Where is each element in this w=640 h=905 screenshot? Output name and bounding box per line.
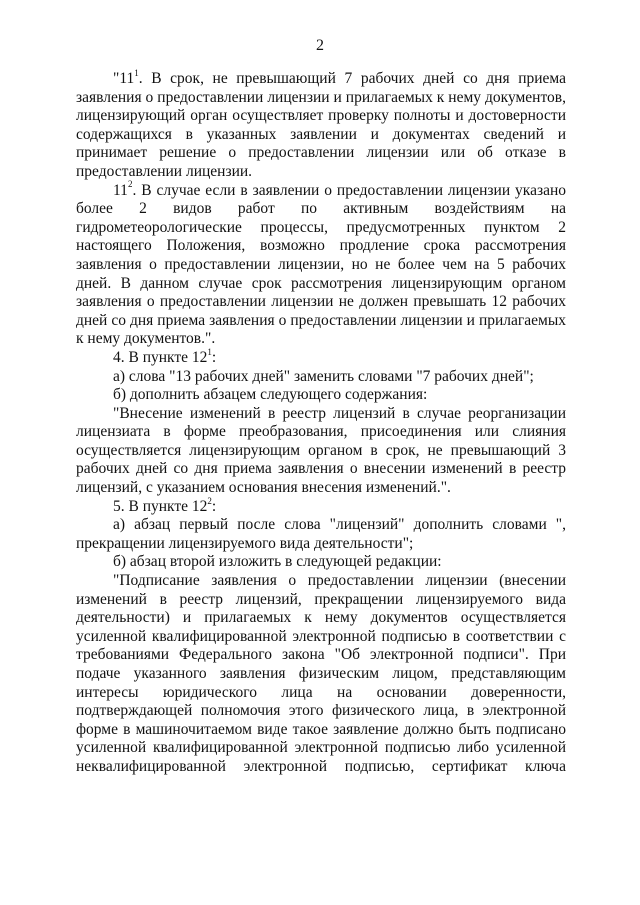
paragraph-new-text: "Внесение изменений в реестр лицензий в случае реорганизации лицензиата в форме преобразования, присоединения или слияния осуществляется лицензирующим органом в срок, не превышающий 3 рабочих дней со дня приема заявления о внесении изменений в реестр лицензий, с указанием основания внесения изменений.". [76, 404, 566, 497]
paragraph-item-5b: б) абзац второй изложить в следующей редакции: [113, 553, 442, 571]
paragraph-item-4a: а) слова "13 рабочих дней" заменить словами "7 рабочих дней"; [113, 367, 534, 385]
paragraph-item-5: 5. В пункте $12^2$: [113, 495, 217, 515]
page-number: 2 [316, 37, 324, 54]
paragraph-item-4: 4. В пункте $12^1$: [113, 346, 217, 366]
paragraph-11-2: $11^2$. В случае если в заявлении о предоставлении лицензии указано более 2 видов работ по активным воздействиям на гидрометеорологические процессы, предусмотренных пунктом 2 настоящего Положения, возможно продление срока рассмотрения заявления о предоставлении лицензии, но не более чем на 5 рабочих дней. В данном случае срок рассмотрения лицензирующим органом заявления о предоставлении лицензии не должен превышать 12 рабочих дней со дня приема заявления о предоставлении лицензии и прилагаемых к нему документов.". [76, 179, 566, 348]
paragraph-item-4b: б) дополнить абзацем следующего содержания: [113, 386, 428, 404]
paragraph-11-1: "$11^1$. В срок, не превышающий 7 рабочих дней со дня приема заявления о предоставлении лицензии и прилагаемых к нему документов, лицензирующий орган осуществляет проверку полноты и достоверности содержащихся в указанных заявлении и документах сведений и принимает решение о предоставлении лицензии или об отказе в предоставлении лицензии. [76, 67, 566, 180]
document-body [76, 67, 566, 777]
paragraph-signing: "Подписание заявления о предоставлении лицензии (внесении изменений в реестр лицензий, прекращении лицензируемого вида деятельности) и прилагаемых к нему документов осуществляется усиленной квалифицированной электронной подписью в соответствии с требованиями Федерального закона "Об электронной подписи". При подаче указанного заявления физическим лицом, представляющим интересы юридического лица на основании доверенности, подтверждающей полномочия этого физического лица, в электронной форме в машиночитаемом виде такое заявление должно быть подписано усиленной квалифицированной электронной подписью либо усиленной неквалифицированной электронной подписью, сертификат ключа [76, 572, 566, 775]
paragraph-item-5a: а) абзац первый после слова "лицензий" дополнить словами ", прекращении лицензируемого вида деятельности"; [76, 516, 566, 552]
